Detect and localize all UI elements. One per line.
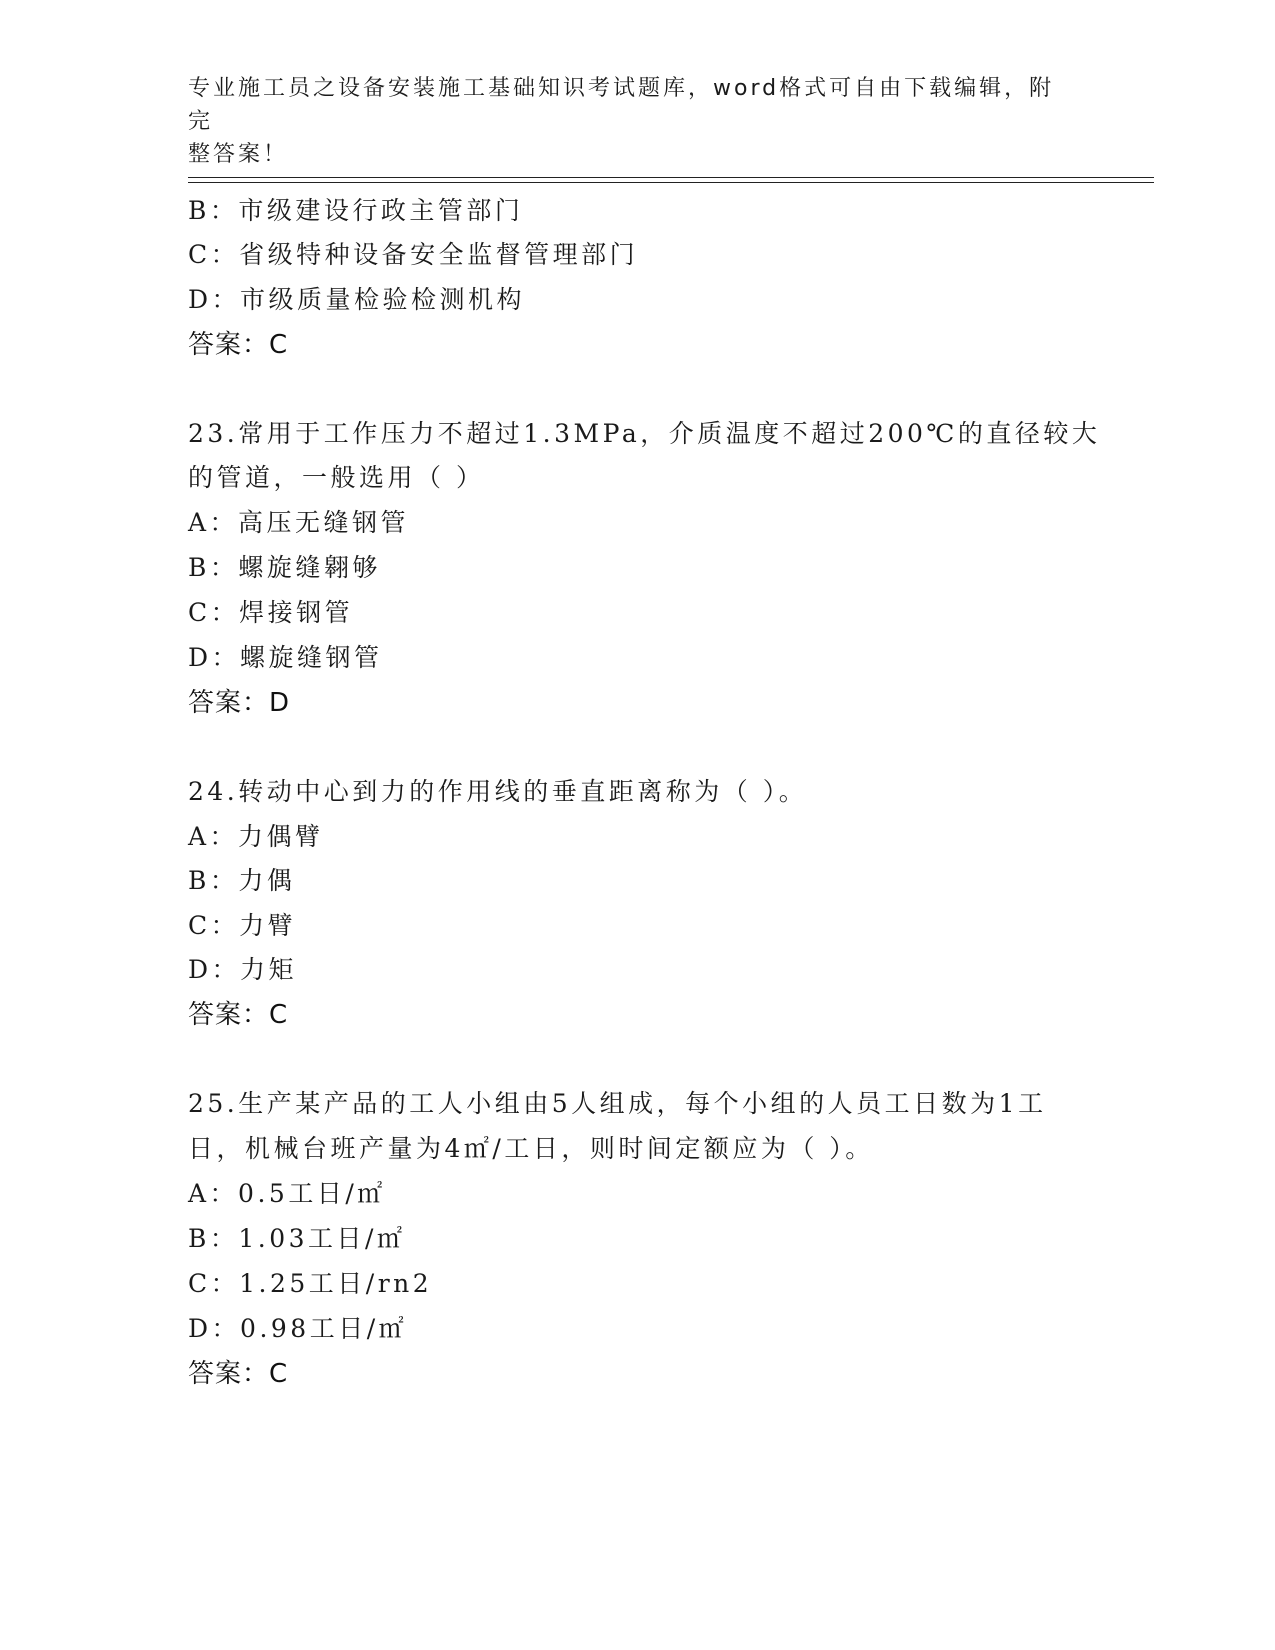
q23-stem-line-2: 的管道，一般选用（ ） — [188, 463, 485, 492]
q23-option-d: D：螺旋缝钢管 — [188, 643, 383, 672]
header-divider-bottom — [188, 182, 1154, 183]
header-line-1: 专业施工员之设备安装施工基础知识考试题库，word格式可自由下载编辑，附完 — [188, 76, 1055, 134]
document-header — [188, 72, 1068, 171]
q24-stem-line-1: 24.转动中心到力的作用线的垂直距离称为（ ）。 — [188, 777, 808, 806]
q23-option-a: A：高压无缝钢管 — [188, 508, 410, 537]
q25-option-b: B：1.03工日/㎡ — [188, 1224, 406, 1253]
q23-answer: 答案：D — [188, 688, 291, 718]
q25-answer: 答案：C — [188, 1359, 289, 1389]
q23-stem-line-1: 23.常用于工作压力不超过1.3MPa，介质温度不超过200℃的直径较大 — [188, 419, 1101, 448]
q25-stem-line-1: 25.生产某产品的工人小组由5人组成，每个小组的人员工日数为1工 — [188, 1089, 1047, 1118]
q25-option-a: A：0.5工日/㎡ — [188, 1179, 386, 1208]
q25-option-d: D：0.98工日/㎡ — [188, 1314, 408, 1343]
q22-answer: 答案：C — [188, 330, 289, 360]
q23-option-b: B：螺旋缝翱够 — [188, 553, 381, 582]
q24-option-a: A：力偶臂 — [188, 822, 324, 851]
q22-option-c: C：省级特种设备安全监督管理部门 — [188, 240, 639, 269]
q24-option-c: C：力臂 — [188, 911, 297, 940]
q22-option-b: B：市级建设行政主管部门 — [188, 196, 524, 225]
q24-option-d: D：力矩 — [188, 955, 298, 984]
header-divider-top — [188, 177, 1154, 178]
q25-stem-line-2: 日，机械台班产量为4㎡/工日，则时间定额应为（ ）。 — [188, 1134, 874, 1163]
q25-option-c: C：1.25工日/rn2 — [188, 1269, 433, 1298]
q23-option-c: C：焊接钢管 — [188, 598, 354, 627]
q24-option-b: B：力偶 — [188, 866, 296, 895]
q22-option-d: D：市级质量检验检测机构 — [188, 285, 526, 314]
q24-answer: 答案：C — [188, 1000, 289, 1030]
header-line-2: 整答案！ — [188, 142, 289, 167]
